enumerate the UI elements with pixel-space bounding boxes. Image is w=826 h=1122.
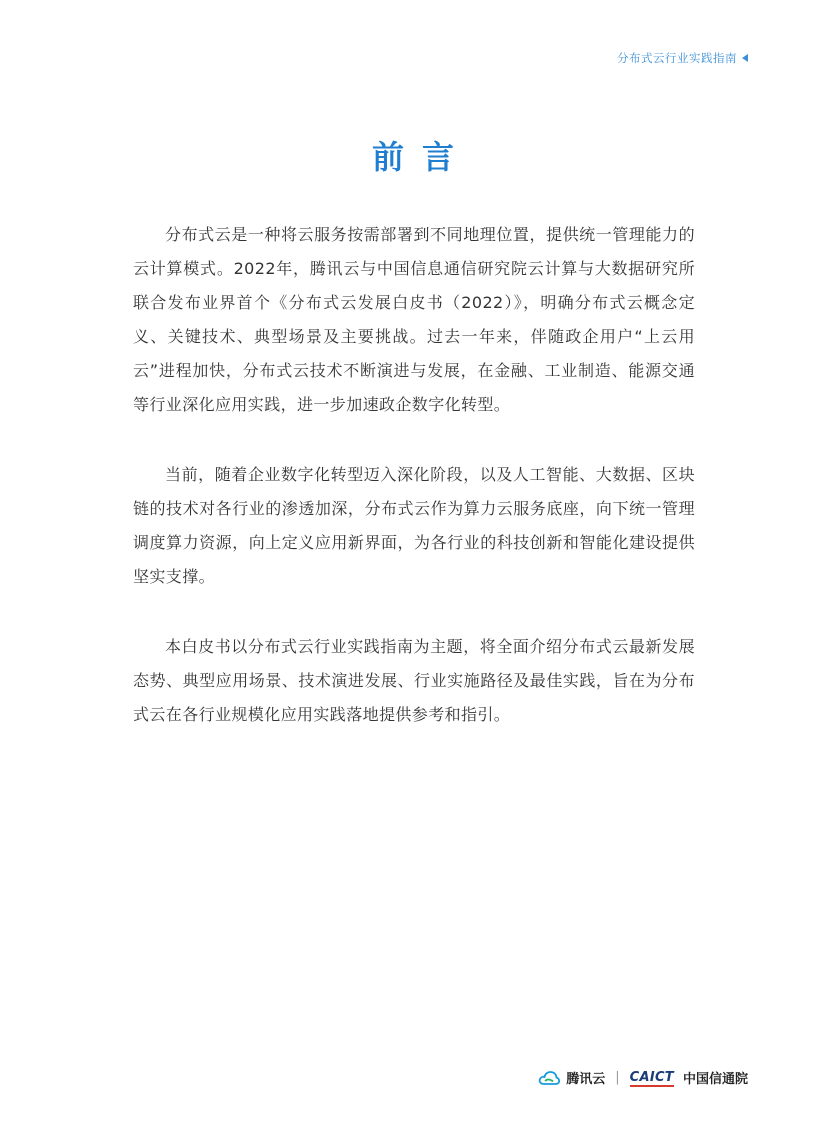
caict-logo-mark: CAICT <box>629 1070 674 1085</box>
caict-logo-text: 中国信通院 <box>682 1072 748 1087</box>
tencent-cloud-logo-text: 腾讯云 <box>566 1072 606 1087</box>
body-text <box>133 218 695 768</box>
page-title: 前言 <box>371 138 472 176</box>
paragraph-2: 当前，随着企业数字化转型迈入深化阶段，以及人工智能、大数据、区块链的技术对各行业的渗透加深，分布式云作为算力云服务底座，向下统一管理调度算力资源，向上定义应用新界面，为各行业的科技创新和智能化建设提供坚实支撑。 <box>133 465 695 586</box>
running-header-title: 分布式云行业实践指南 <box>617 51 737 65</box>
running-header <box>617 50 748 66</box>
tencent-cloud-icon <box>538 1070 560 1086</box>
footer-logos <box>538 1068 748 1087</box>
triangle-left-icon <box>742 54 748 62</box>
paragraph-3: 本白皮书以分布式云行业实践指南为主题，将全面介绍分布式云最新发展态势、典型应用场景、技术演进发展、行业实施路径及最佳实践，旨在为分布式云在各行业规模化应用实践落地提供参考和指引。 <box>133 637 695 724</box>
logo-divider: | <box>615 1070 620 1085</box>
paragraph-1: 分布式云是一种将云服务按需部署到不同地理位置，提供统一管理能力的云计算模式。2022年，腾讯云与中国信息通信研究院云计算与大数据研究所联合发布业界首个《分布式云发展白皮书（2022）》，明确分布式云概念定义、关键技术、典型场景及主要挑战。过去一年来，伴随政企用户“上云用云”进程加快，分布式云技术不断演进与发展，在金融、工业制造、能源交通等行业深化应用实践，进一步加速政企数字化转型。 <box>133 225 695 414</box>
